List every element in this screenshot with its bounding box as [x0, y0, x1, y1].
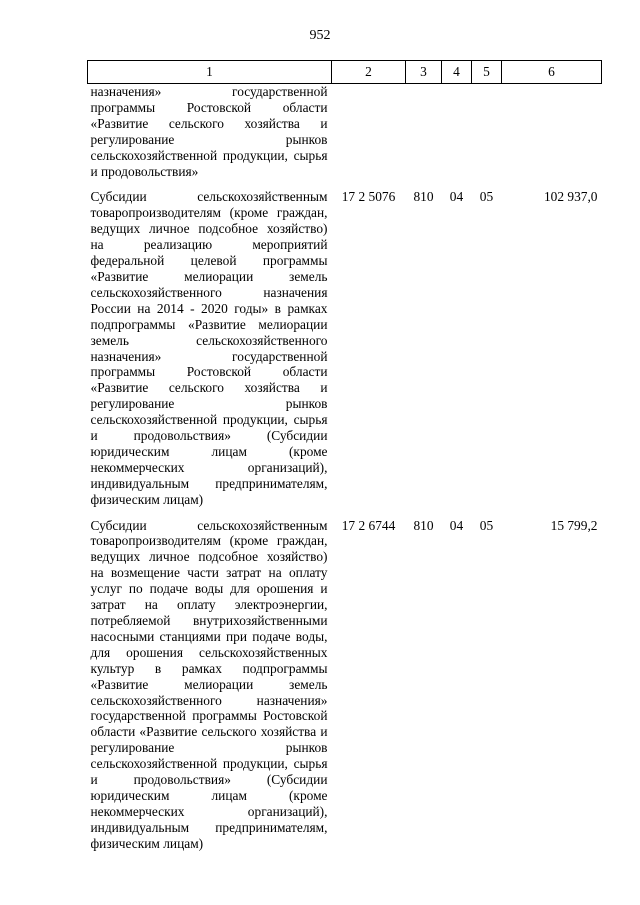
row-target-code: 17 2 6744 [341, 517, 396, 533]
table-header-row [88, 61, 602, 84]
row-section: 04 [449, 517, 464, 533]
row-subsection: 05 [479, 189, 494, 205]
row-subsection [472, 84, 502, 180]
row-description: Субсидии сельскохозяйственным товаропроизводителям (кроме граждан, ведущих личное подсобное хозяйство) на возмещение части затрат на оплату услуг по подаче воды для орошения и затрат на оплату электроэнергии, потребляемой внутрихозяйственными насосными станциями при подаче воды, для орошения сельскохозяйственных культур в рамках подпрограммы «Развитие мелиорации земель сельскохозяйственного назначения» государственной программы Ростовской области «Развитие сельского хозяйства и регулирование рынков сельскохозяйственной продукции, сырья и продовольствия» (Субсидии юридическим лицам (кроме некоммерческих организаций), индивидуальным предпринимателям, физическим лицам) [90, 517, 328, 851]
row-expense-type [406, 84, 442, 180]
budget-table [87, 60, 602, 852]
row-amount: 102 937,0 [543, 189, 598, 205]
table-row [88, 84, 602, 180]
page-number: 952 [309, 28, 331, 43]
row-description: назначения» государственной программы Ростовской области «Развитие сельского хозяйства и регулирование рынков сельскохозяйственной продукции, сырья и продовольствия» [90, 84, 328, 179]
row-expense-type: 810 [413, 189, 434, 205]
table-row [88, 179, 602, 507]
header-col-5: 5 [472, 61, 502, 84]
row-target-code: 17 2 5076 [341, 189, 396, 205]
row-amount [502, 84, 602, 180]
header-col-1: 1 [88, 61, 332, 84]
row-section [442, 84, 472, 180]
row-amount: 15 799,2 [550, 517, 598, 533]
row-expense-type: 810 [413, 517, 434, 533]
row-section: 04 [449, 189, 464, 205]
row-target-code [332, 84, 406, 180]
header-col-6: 6 [502, 61, 602, 84]
table-row [88, 508, 602, 852]
header-col-4: 4 [442, 61, 472, 84]
row-description: Субсидии сельскохозяйственным товаропроизводителям (кроме граждан, ведущих личное подсобное хозяйство) на реализацию мероприятий федеральной целевой программы «Развитие мелиорации земель сельскохозяйственного назначения России на 2014 - 2020 годы» в рамках подпрограммы «Развитие мелиорации земель сельскохозяйственного назначения» государственной программы Ростовской области «Развитие сельского хозяйства и регулирование рынков сельскохозяйственной продукции, сырья и продовольствия» (Субсидии юридическим лицам (кроме некоммерческих организаций), индивидуальным предпринимателям, физическим лицам) [90, 189, 328, 507]
header-col-2: 2 [332, 61, 406, 84]
row-subsection: 05 [479, 517, 494, 533]
header-col-3: 3 [406, 61, 442, 84]
